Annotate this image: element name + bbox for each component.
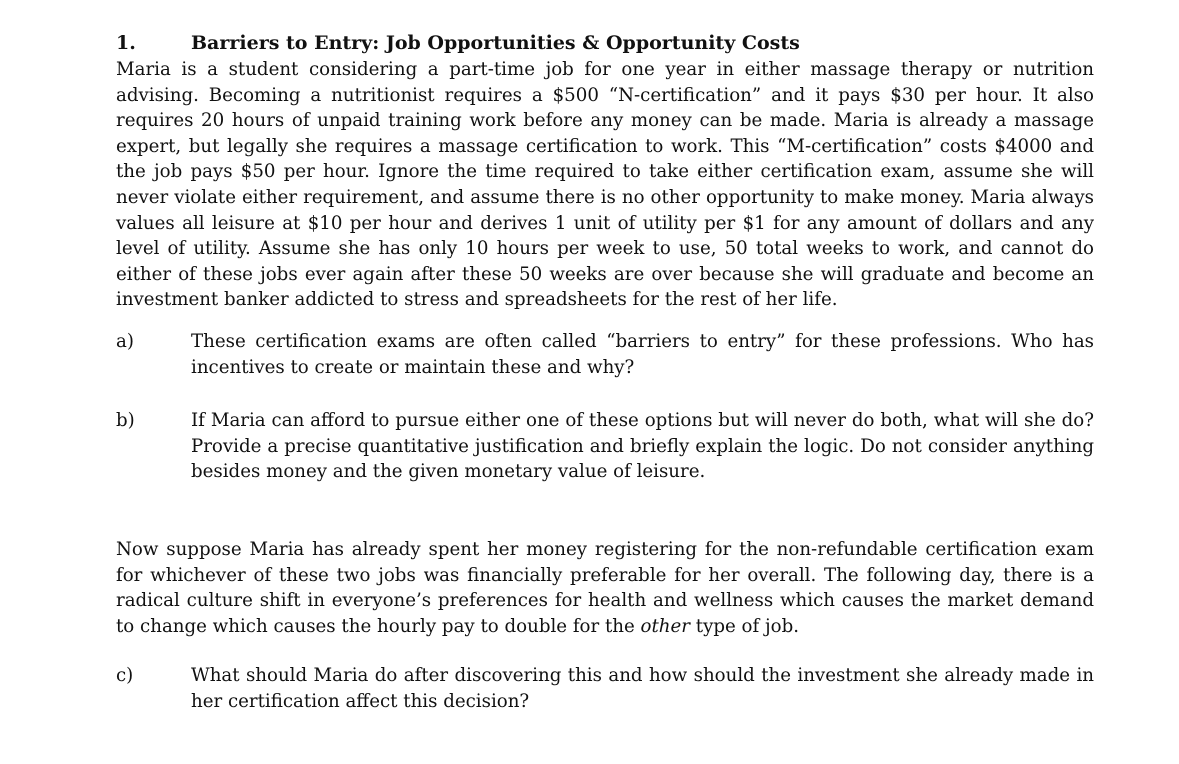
continuation-paragraph (116, 537, 1094, 639)
intro-paragraph: Maria is a student considering a part-time job for one year in either massage therapy or nutrition advising. Becoming a nutritionist requires a $500 “N-certification” and it pays $30 per hour. It also requires 20 hours of unpaid training work before any money can be made. Maria is already a massage expert, but legally she requires a massage certification to work. This “M-certification” costs $4000 and the job pays $50 per hour. Ignore the time required to take either certification exam, assume she will never violate either requirement, and assume there is no other opportunity to make money. Maria always values all leisure at $10 per hour and derives 1 unit of utility per $1 for any amount of dollars and any level of utility. Assume she has only 10 hours per week to use, 50 total weeks to work, and cannot do either of these jobs ever again after these 50 weeks are over because she will graduate and become an investment banker addicted to stress and spreadsheets for the rest of her life. (116, 59, 1094, 311)
subquestion-text: What should Maria do after discovering this and how should the investment she already made in her certification affect this decision? (191, 665, 1094, 712)
question-title: Barriers to Entry: Job Opportunities & Opportunity Costs (191, 32, 800, 54)
question-number: 1. (116, 32, 136, 54)
subquestion-b (116, 408, 1094, 485)
document-page (116, 30, 1094, 714)
emphasis-word: other (640, 615, 690, 637)
subquestion-label: c) (116, 665, 134, 687)
continuation-text: Now suppose Maria has already spent her money registering for the non-refundable certification exam for whichever of these two jobs was financially preferable for her overall. The following day, there is a radical culture shift in everyone’s preferences for health and wellness which causes the market demand to change which causes the hourly pay to double for the (116, 538, 1094, 637)
subquestion-c (116, 663, 1094, 714)
subquestion-label: a) (116, 330, 134, 352)
continuation-text-end: type of job. (689, 615, 800, 637)
subquestion-a (116, 329, 1094, 380)
subquestion-text: These certification exams are often called “barriers to entry” for these professions. Who has incentives to create or maintain these and why? (191, 330, 1094, 378)
question-heading (116, 30, 1094, 57)
subquestion-label: b) (116, 410, 135, 432)
subquestion-text: If Maria can afford to pursue either one of these options but will never do both, what will she do? Provide a precise quantitative justification and briefly explain the logic. Do not consider anything besides money and the given monetary value of leisure. (191, 410, 1094, 483)
